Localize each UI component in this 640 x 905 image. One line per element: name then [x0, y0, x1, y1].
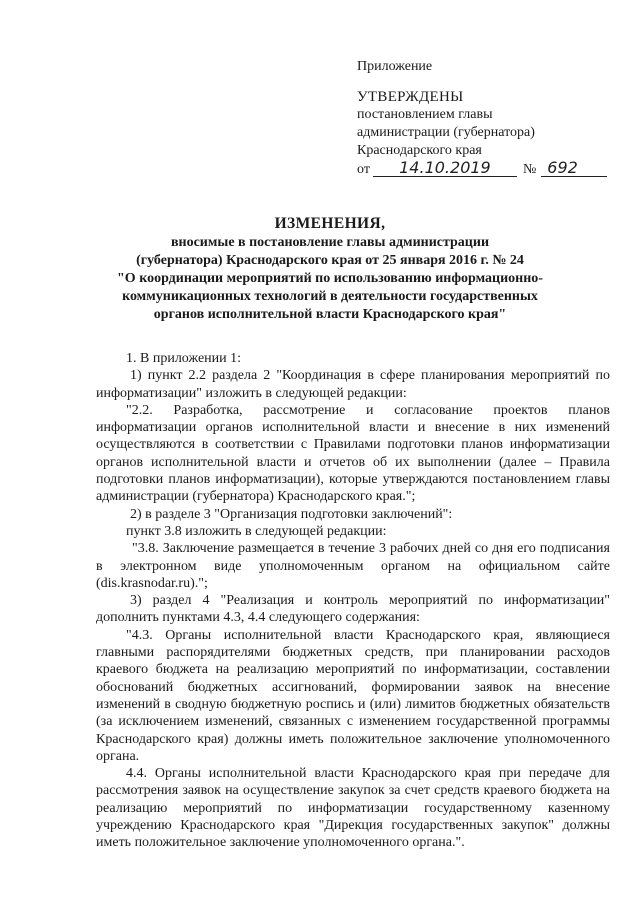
- paragraph-subitem-1: 1) пункт 2.2 раздела 2 "Координация в сфере планирования мероприятий по информатизации" изложить в следующей редакции:: [96, 368, 610, 401]
- paragraph-subitem-2: 2) в разделе 3 "Организация подготовки заключений":: [130, 506, 453, 522]
- title-line-1: вносимые в постановление главы администрации: [170, 235, 490, 250]
- approval-line-1: постановлением главы: [357, 107, 493, 122]
- appendix-label: Приложение: [357, 59, 433, 74]
- title-line-2: (губернатора) Краснодарского края от 25 января 2016 г. № 24: [136, 253, 524, 268]
- paragraph-quote-3-8: "3.8. Заключение размещается в течение 3 рабочих дней со дня его подписания в электронном виде уполномоченным органом на официальном сайте (dis.krasnodar.ru).";: [96, 541, 610, 591]
- approval-stamp-block: [357, 58, 617, 179]
- approval-line-2: администрации (губернатора): [357, 125, 535, 140]
- from-label: от: [357, 162, 370, 177]
- paragraph-quote-2-2: "2.2. Разработка, рассмотрение и согласование проектов планов информатизации органов исполнительной власти и внесение в них изменений осуществляются в соответствии с Правилами подготовки планов информатизации органов исполнительной власти и отчетов об их выполнении (далее – Правила подготовки планов информатизации), которые утверждаются постановлением главы администрации (губернатора) Краснодарского края.";: [96, 402, 610, 505]
- title-line-5: органов исполнительной власти Краснодарского края": [153, 307, 507, 322]
- handwritten-number: 692: [541, 160, 607, 177]
- title-line-3: "О координации мероприятий по использованию информационно-: [117, 271, 543, 286]
- document-title: ИЗМЕНЕНИЯ,: [274, 215, 386, 232]
- number-label: №: [522, 162, 537, 177]
- paragraph-quote-4-3: "4.3. Органы исполнительной власти Краснодарского края, являющиеся главными распорядителями бюджетных средств, при планировании расходов краевого бюджета на реализацию мероприятий по информатизации, составлении обоснований бюджетных ассигнований, формировании заявок на внесение изменений в сводную бюджетную роспись и (или) лимитов бюджетных обязательств (за исключением изменений, связанных с изменением государственной программы Краснодарского края) должны иметь положительное заключение уполномоченного органа.: [96, 627, 610, 764]
- title-line-4: коммуникационных технологий в деятельности государственных: [122, 289, 538, 304]
- date-number-line: [357, 160, 617, 179]
- paragraph-point-3-8: пункт 3.8 изложить в следующей редакции:: [126, 523, 387, 539]
- paragraph-item-1: 1. В приложении 1:: [126, 351, 242, 366]
- handwritten-date: 14.10.2019: [373, 160, 517, 177]
- document-title-block: [60, 214, 600, 324]
- paragraph-quote-4-4: 4.4. Органы исполнительной власти Краснодарского края при передаче для рассмотрения заявок на осуществление закупок за счет средств краевого бюджета на реализацию мероприятий по информатизации государственному казенному учреждению Краснодарского края "Дирекция государственных закупок" должны иметь положительное заключение уполномоченного органа.".: [96, 766, 610, 851]
- document-body: [96, 350, 610, 852]
- approved-heading: УТВЕРЖДЕНЫ: [357, 89, 464, 105]
- paragraph-subitem-3: 3) раздел 4 "Реализация и контроль мероприятий по информатизации" дополнить пунктами 4.3, 4.4 следующего содержания:: [96, 593, 610, 626]
- approval-line-3: Краснодарского края: [357, 143, 482, 158]
